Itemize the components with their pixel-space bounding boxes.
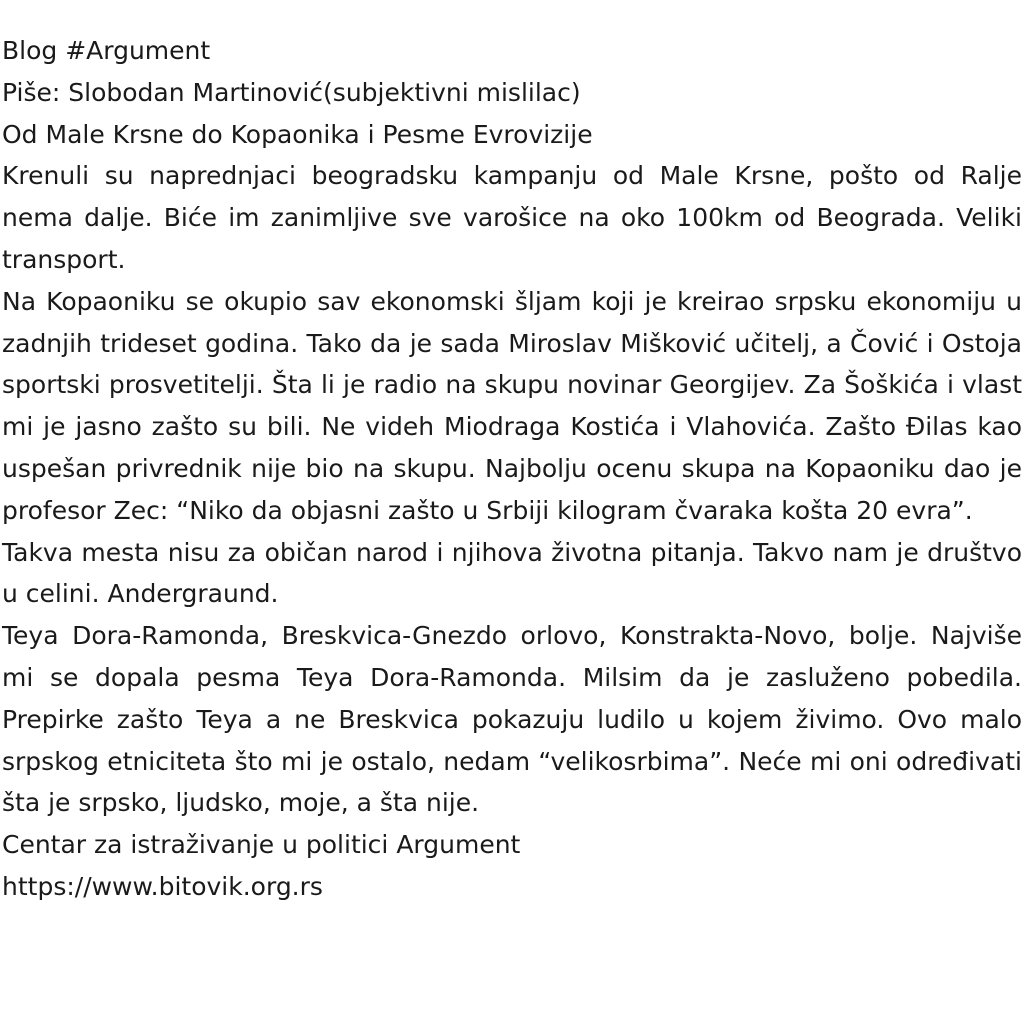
website-url: https://www.bitovik.org.rs: [2, 871, 323, 901]
author-line: Piše: Slobodan Martinović(subjektivni mislilac): [2, 77, 581, 107]
organization-name: Centar za istraživanje u politici Argument: [2, 830, 521, 860]
paragraph-4: Teya Dora-Ramonda, Breskvica-Gnezdo orlovo, Konstrakta-Novo, bolje. Najviše mi se dopala pesma Teya Dora-Ramonda. Milsim da je zasluženo pobedila. Prepirke zašto Teya a ne Breskvica pokazuju ludilo u kojem živimo. Ovo malo srpskog etniciteta što mi je ostalo, nedam “velikosrbima”. Neće mi oni određivati šta je srpsko, ljudsko, moje, a šta nije.: [2, 621, 1022, 818]
paragraph-2: Na Kopaoniku se okupio sav ekonomski šljam koji je kreirao srpsku ekonomiju u zadnjih trideset godina. Tako da je sada Miroslav Mišković učitelj, a Čović i Ostoja sportski prosvetitelji. Šta li je radio na skupu novinar Georgijev. Za Šoškića i vlast mi je jasno zašto su bili. Ne videh Miodraga Kostića i Vlahovića. Zašto Đilas kao uspešan privrednik nije bio na skupu. Najbolju ocenu skupa na Kopaoniku dao je profesor Zec: “Niko da objasni zašto u Srbiji kilogram čvaraka košta 20 evra”.: [2, 286, 1022, 525]
document-body: [2, 30, 1022, 908]
paragraph-1: Krenuli su naprednjaci beogradsku kampanju od Male Krsne, pošto od Ralje nema dalje. Biće im zanimljive sve varošice na oko 100km od Beograda. Veliki transport.: [2, 161, 1022, 274]
blog-label: Blog #Argument: [2, 36, 211, 65]
paragraph-3: Takva mesta nisu za običan narod i njihova životna pitanja. Takvo nam je društvo u celini. Andergraund.: [2, 537, 1022, 609]
article-title: Od Male Krsne do Kopaonika i Pesme Evrovizije: [2, 119, 593, 149]
